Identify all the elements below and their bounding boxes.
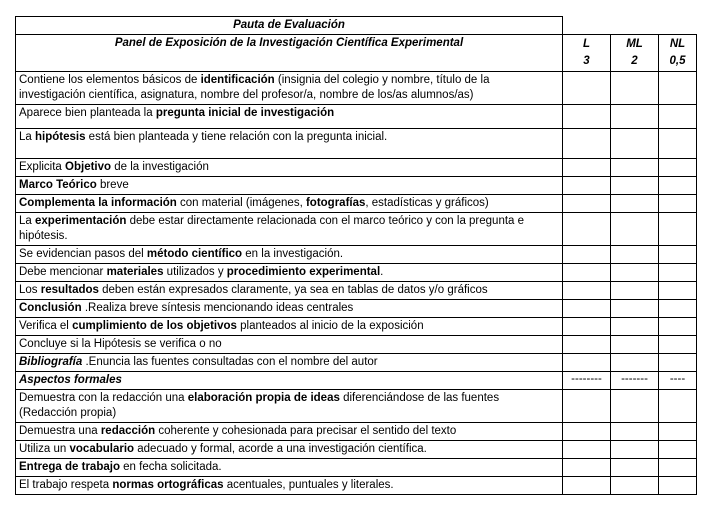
criterion-text: Los resultados deben están expresados claramente, ya sea en tablas de datos y/o gráficos <box>16 282 563 300</box>
score-cell-ml[interactable] <box>611 354 659 372</box>
score-cell-ml[interactable] <box>611 177 659 195</box>
table-row <box>16 423 697 441</box>
score-cell-nl[interactable] <box>659 159 697 177</box>
score-cell-nl[interactable] <box>659 129 697 159</box>
table-row <box>16 72 697 105</box>
score-cell-l[interactable] <box>563 72 611 105</box>
table-row <box>16 390 697 423</box>
section-dash: ---- <box>659 372 697 390</box>
score-cell-ml[interactable] <box>611 72 659 105</box>
criterion-text: Aparece bien planteada la pregunta inicial de investigación <box>16 105 563 129</box>
score-cell-ml[interactable] <box>611 159 659 177</box>
criterion-text: Utiliza un vocabulario adecuado y formal, acorde a una investigación científica. <box>16 441 563 459</box>
column-header-l: L 3 <box>563 35 611 72</box>
score-cell-nl[interactable] <box>659 264 697 282</box>
evaluation-table <box>15 16 697 495</box>
section-row <box>16 372 697 390</box>
score-cell-nl[interactable] <box>659 282 697 300</box>
table-row <box>16 282 697 300</box>
score-cell-l[interactable] <box>563 300 611 318</box>
criterion-text: El trabajo respeta normas ortográficas acentuales, puntuales y literales. <box>16 477 563 495</box>
criterion-text: Entrega de trabajo en fecha solicitada. <box>16 459 563 477</box>
score-cell-l[interactable] <box>563 177 611 195</box>
score-cell-ml[interactable] <box>611 390 659 423</box>
score-cell-nl[interactable] <box>659 195 697 213</box>
table-subtitle: Panel de Exposición de la Investigación Científica Experimental <box>16 35 563 72</box>
score-cell-ml[interactable] <box>611 318 659 336</box>
criterion-text: Explicita Objetivo de la investigación <box>16 159 563 177</box>
score-cell-ml[interactable] <box>611 423 659 441</box>
score-cell-l[interactable] <box>563 195 611 213</box>
criterion-text: Concluye si la Hipótesis se verifica o no <box>16 336 563 354</box>
score-cell-l[interactable] <box>563 282 611 300</box>
table-row <box>16 213 697 246</box>
score-cell-nl[interactable] <box>659 300 697 318</box>
table-row <box>16 318 697 336</box>
score-cell-nl[interactable] <box>659 105 697 129</box>
section-label: Aspectos formales <box>16 372 563 390</box>
criterion-text: Demuestra con la redacción una elaboración propia de ideas diferenciándose de las fuentes (Redacción propia) <box>16 390 563 423</box>
score-cell-l[interactable] <box>563 336 611 354</box>
score-cell-ml[interactable] <box>611 213 659 246</box>
criterion-text: Demuestra una redacción coherente y cohesionada para precisar el sentido del texto <box>16 423 563 441</box>
score-cell-nl[interactable] <box>659 213 697 246</box>
table-row <box>16 477 697 495</box>
criterion-text: Complementa la información con material (imágenes, fotografías, estadísticas y gráficos) <box>16 195 563 213</box>
score-cell-nl[interactable] <box>659 177 697 195</box>
criterion-text: La hipótesis está bien planteada y tiene relación con la pregunta inicial. <box>16 129 563 159</box>
table-row <box>16 300 697 318</box>
score-cell-l[interactable] <box>563 264 611 282</box>
table-row <box>16 336 697 354</box>
score-cell-nl[interactable] <box>659 423 697 441</box>
score-cell-ml[interactable] <box>611 264 659 282</box>
score-cell-nl[interactable] <box>659 336 697 354</box>
score-cell-ml[interactable] <box>611 441 659 459</box>
score-cell-l[interactable] <box>563 129 611 159</box>
score-cell-l[interactable] <box>563 105 611 129</box>
page-title: Pauta de Evaluación <box>16 17 563 35</box>
score-cell-ml[interactable] <box>611 459 659 477</box>
section-dash: ------- <box>611 372 659 390</box>
score-cell-nl[interactable] <box>659 72 697 105</box>
score-cell-nl[interactable] <box>659 354 697 372</box>
score-cell-l[interactable] <box>563 423 611 441</box>
score-cell-ml[interactable] <box>611 105 659 129</box>
score-cell-ml[interactable] <box>611 195 659 213</box>
criterion-text: Bibliografía .Enuncia las fuentes consultadas con el nombre del autor <box>16 354 563 372</box>
score-cell-nl[interactable] <box>659 477 697 495</box>
score-cell-l[interactable] <box>563 459 611 477</box>
score-cell-l[interactable] <box>563 441 611 459</box>
table-row <box>16 159 697 177</box>
table-row <box>16 441 697 459</box>
score-cell-ml[interactable] <box>611 336 659 354</box>
score-cell-l[interactable] <box>563 477 611 495</box>
score-cell-nl[interactable] <box>659 246 697 264</box>
score-cell-ml[interactable] <box>611 300 659 318</box>
score-cell-nl[interactable] <box>659 390 697 423</box>
table-row <box>16 246 697 264</box>
score-cell-nl[interactable] <box>659 318 697 336</box>
column-header-nl: NL 0,5 <box>659 35 697 72</box>
score-cell-ml[interactable] <box>611 477 659 495</box>
score-cell-ml[interactable] <box>611 246 659 264</box>
score-cell-l[interactable] <box>563 213 611 246</box>
criterion-text: La experimentación debe estar directamente relacionada con el marco teórico y con la pregunta e hipótesis. <box>16 213 563 246</box>
score-cell-nl[interactable] <box>659 459 697 477</box>
table-row <box>16 354 697 372</box>
criterion-text: Marco Teórico breve <box>16 177 563 195</box>
score-cell-l[interactable] <box>563 390 611 423</box>
table-row <box>16 105 697 129</box>
table-row <box>16 195 697 213</box>
score-cell-ml[interactable] <box>611 282 659 300</box>
score-cell-l[interactable] <box>563 354 611 372</box>
table-row <box>16 177 697 195</box>
table-row <box>16 459 697 477</box>
criterion-text: Verifica el cumplimiento de los objetivos planteados al inicio de la exposición <box>16 318 563 336</box>
table-row <box>16 129 697 159</box>
score-cell-nl[interactable] <box>659 441 697 459</box>
criterion-text: Se evidencian pasos del método científico en la investigación. <box>16 246 563 264</box>
score-cell-ml[interactable] <box>611 129 659 159</box>
score-cell-l[interactable] <box>563 159 611 177</box>
criterion-text: Debe mencionar materiales utilizados y procedimiento experimental. <box>16 264 563 282</box>
table-row <box>16 264 697 282</box>
column-header-ml: ML 2 <box>611 35 659 72</box>
score-cell-l[interactable] <box>563 318 611 336</box>
score-cell-l[interactable] <box>563 246 611 264</box>
criterion-text: Conclusión .Realiza breve síntesis mencionando ideas centrales <box>16 300 563 318</box>
section-dash: -------- <box>563 372 611 390</box>
criterion-text: Contiene los elementos básicos de identificación (insignia del colegio y nombre, título de la investigación científica, asignatura, nombre del profesor/a, nombre de los/as alumnos/as) <box>16 72 563 105</box>
